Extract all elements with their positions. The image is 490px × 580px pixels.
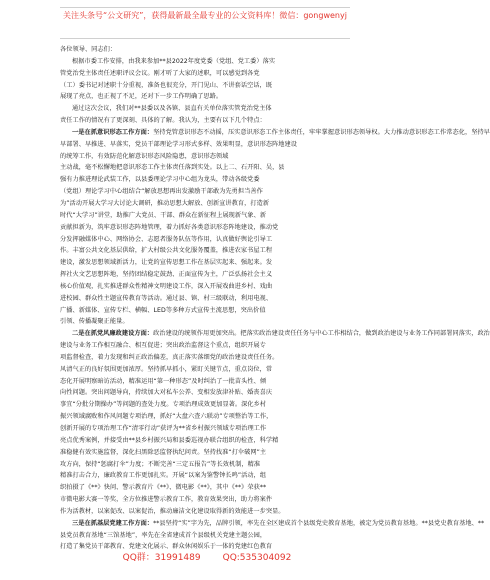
paragraph-line — [60, 91, 354, 103]
paragraph-line — [60, 305, 354, 317]
paragraph-text: 打造了集党员干部教育、党建文化展示、群众休闲娱乐于一体的党建红色教育 — [60, 543, 273, 551]
paragraph-line — [60, 364, 354, 376]
paragraph-text: 主动战，毫不松懈地把意识形态工作主体责任落到实处。以上二、石开阳、吴，县 — [60, 164, 285, 172]
paragraph-line — [60, 56, 354, 68]
paragraph-line — [60, 162, 354, 174]
paragraph-line — [60, 518, 485, 530]
paragraph-line — [60, 411, 354, 423]
promo-banner — [60, 7, 350, 39]
paragraph-line — [60, 80, 354, 92]
paragraph-line — [60, 234, 354, 246]
paragraph-line — [60, 482, 354, 494]
paragraph-line — [60, 174, 354, 186]
paragraph-text: 挥社火文艺思想阵地，坚持团结稳定鼓劲、正面宣传为主，广泛弘扬社会主义 — [60, 271, 273, 279]
paragraph-line — [60, 257, 354, 269]
section-heading: 一是在抓意识形态工作方面： — [72, 128, 154, 136]
paragraph-text: 核心价值观，扎实推进群众性精神文明建设工作，深入开展戏曲进乡村、戏曲 — [60, 282, 273, 290]
paragraph-line — [60, 115, 354, 127]
paragraph-line — [60, 245, 354, 257]
paragraph-text: 坚持党管意识形态不动摇，压实意识形态工作主体责任，牢牢掌握意识形态领导权。大力推动意识形态工作常态化，坚持早 — [153, 128, 490, 136]
paragraph-text: 引领、传播凝聚正能量。 — [60, 318, 129, 326]
paragraph-text: 振兴领域腐败和作风问题专项治理，抓好“大盘六查六联动”专项整治等工作， — [60, 413, 273, 421]
paragraph-line — [60, 210, 354, 222]
paragraph-line — [60, 352, 354, 364]
intro-paragraph-1 — [60, 56, 354, 103]
paragraph-text: 态化开展明察暗访活动，精准运用“第一种形态”及时纠治了一批苗头性、倾 — [60, 377, 267, 385]
paragraph-line — [60, 423, 354, 435]
paragraph-line — [60, 447, 354, 459]
paragraph-line — [60, 222, 354, 234]
paragraph-line — [60, 151, 354, 163]
paragraph-text: 项监督检查，着力发现和纠正政治偏差，真正落实落细党的政治建设责任任务。 — [60, 353, 279, 361]
qq-contact-number: QQ:535304092 — [222, 553, 292, 563]
paragraph-text: 根据市委工作安排，由我来参加**县2022年度党委（党组、党工委）落实 — [72, 57, 276, 65]
paragraph-line — [60, 316, 354, 328]
paragraph-line — [60, 293, 354, 305]
paragraph-line — [60, 470, 354, 482]
paragraph-text: 创新开展的专项治理工作“清零行动”获评为**省乡村振兴领域专项治理工作 — [60, 425, 267, 432]
section-heading: 二是在抓党风廉政建设方面： — [72, 330, 154, 338]
paragraph-text: 广播、新媒体、宣传专栏、横幅、LED等多种方式宣传主流思想，突出价值 — [60, 306, 266, 314]
paragraph-text: 时代“大学习”讲堂，助推广大党员、干部、群众在新征程上展现新气象、新 — [60, 211, 267, 219]
paragraph-text: 早部署、早推进、早落实，党员干部理论学习形式多样、效果明显，意识形态阵地建设 — [60, 140, 298, 148]
paragraph-text: 政治建设的统领作用更加突出。把落实政治建设责任任务与中心工作相结合，做到政治建设与业务工作同部署同落实，政治 — [153, 330, 490, 338]
paragraph-line — [60, 340, 354, 352]
paragraph-text: 分发挥融媒体中心、网络协会、志愿者服务队伍等作用，认真做好舆论引导工 — [60, 235, 273, 243]
intro-paragraph-2 — [60, 103, 354, 127]
paragraph-line — [60, 399, 354, 411]
paragraph-line — [60, 494, 354, 506]
section-heading: 三是在抓基层党建工作方面： — [72, 519, 154, 527]
paragraph-text: （工）委书记对述职十分重视，准备也很充分，开门见山、不讲套话空话，既 — [60, 81, 273, 89]
paragraph-text: 展现了亮点，也正视了不足，还对下一步工作明确了思路。 — [60, 93, 223, 101]
paragraph-text: 向性问题。突出问题导向，持续加大对私车公养、变相发放津补贴、婚丧喜庆 — [60, 389, 273, 397]
paragraph-text: 建设，激发思想领域新活力，让党的宣传思想工作在基层实起来、强起来。发 — [60, 259, 273, 267]
section-2-paragraph — [60, 328, 490, 518]
paragraph-text: 为”活动开展大学习大讨论大调研，推动思想大解放、创新宣讲教育，打造新 — [60, 199, 270, 207]
paragraph-line — [60, 68, 354, 80]
paragraph-line — [60, 198, 354, 210]
paragraph-text: 通过这次会议，我们对**县委以及各镇、县直有关单位落实管党治党主体 — [72, 105, 272, 113]
paragraph-text: 风清气正的良好氛围更加浓厚。坚持抓早抓小，紧盯关键节点，重点岗位，常 — [60, 365, 273, 373]
paragraph-line — [60, 530, 354, 542]
paragraph-text: 作。丰富公共文化基层供给，扩大村级公共文化服务覆盖，推进农家书屋工程 — [60, 247, 273, 255]
paragraph-line — [60, 328, 490, 340]
paragraph-text: 事宜“分批分期操办”等问题的查处力度。专项治理成效更加显著。深化乡村 — [60, 401, 267, 409]
paragraph-text: 精准打击合力，廉政教育工作更加扎实。开展“以案为鉴警钟长鸣”活动，组 — [60, 472, 267, 480]
paragraph-line — [60, 506, 354, 518]
paragraph-line — [60, 127, 490, 139]
paragraph-text: 织拍摄了《**》快问、警示教育片《**》、微电影《**》，其中《**》荣获** — [60, 484, 267, 492]
paragraph-line — [60, 139, 354, 151]
paragraph-text: 亮点优秀案例，并接受由**县乡村振兴局和县委巡视办联合组织的检查，科学精 — [60, 436, 279, 444]
document-body — [60, 44, 490, 551]
paragraph-text: **县坚持“实”字为先，品牌引领，率先在全区建成首个县级党史教育基地，被定为党员教育基地。**县党史教育基地、** — [153, 519, 485, 527]
paragraph-text: 攻方向，保持“惩腐打伞”力度；不断完善“三定五报告”等长效机制，精准 — [60, 460, 261, 468]
paragraph-line — [60, 186, 354, 198]
paragraph-text: 准稳健有效实施监督，深化扫黑除恶监督执纪问责。坚持找准“打伞破网”主 — [60, 448, 267, 456]
paragraph-line — [60, 103, 354, 115]
paragraph-text: 管党治党主体责任述职评议会议。刚才听了大家的述职，可以感觉到各党 — [60, 69, 260, 77]
qq-group-number: QQ群：31991489 — [122, 553, 201, 563]
paragraph-text: （党组）理论学习中心组结合“解放思想再出发激励干部敢为先勇担当善作 — [60, 188, 263, 196]
paragraph-text: 强有力推进理论武装工作，以县委理论学习中心组为龙头，带动各级党委 — [60, 176, 260, 184]
paragraph-text: 建设与业务工作相互融合、相互促进；突出政治监督这个重点，组织开展专 — [60, 342, 266, 350]
paragraph-line — [60, 435, 354, 447]
paragraph-text: 县党员教育基地“三馆基地”，率先在全省建成首个县级机关党建主题公园， — [60, 531, 267, 539]
paragraph-line — [60, 376, 354, 388]
promo-banner-text: 关注头条号“公文研究”，获得最新最全最专业的公文资料库！微信：gongwenyj — [63, 11, 347, 20]
greeting: 各位领导、同志们： — [60, 46, 117, 53]
paragraph-text: 市微电影大赛一等奖，全方位推进警示教育工作，教育效果突出，助力将案件 — [60, 496, 273, 504]
paragraph-line — [60, 387, 354, 399]
paragraph-text: 的统筹工作，有效防范化解意识形态风险隐患，意识形态领域 — [60, 152, 229, 160]
paragraph-text: 作为活教材，以案促改、以案促治，推动廉洁文化建设取得新的效能进一步突显。 — [60, 507, 285, 515]
paragraph-line — [60, 281, 354, 293]
section-1-paragraph — [60, 127, 490, 328]
page-header — [0, 0, 408, 40]
page-footer — [60, 548, 354, 568]
paragraph-line — [60, 269, 354, 281]
paragraph-text: 贡献担新为，筑牢意识形态阵地管理，着力抓好各类意识形态阵地建设，推动党 — [60, 223, 279, 231]
paragraph-text: 责任工作的情况有了更深刻、具体的了解。我认为，主要有以下几个特点： — [60, 117, 266, 125]
paragraph-text: 进校园、群众性主题宣传教育等活动。通过县、镇、村三级联动，利用电视、 — [60, 294, 273, 302]
paragraph-line — [60, 459, 354, 471]
